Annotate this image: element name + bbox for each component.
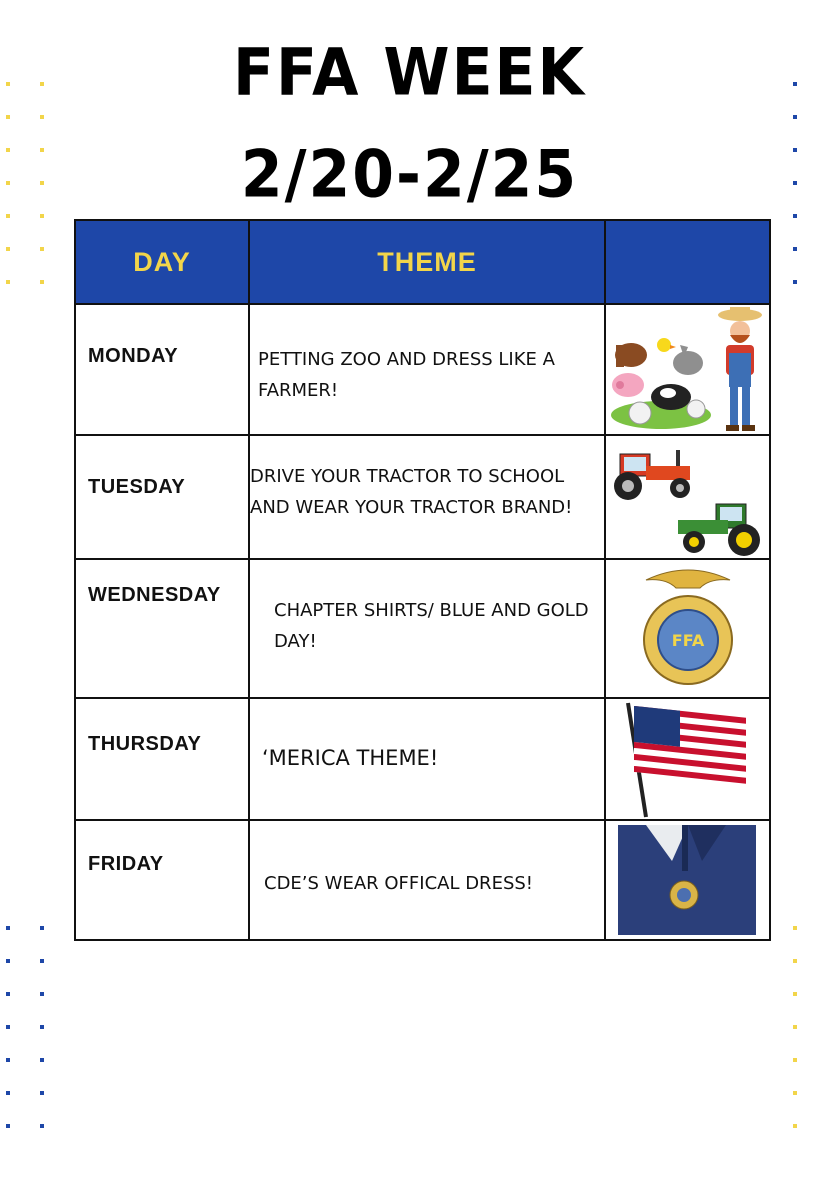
day-cell: WEDNESDAY bbox=[75, 559, 249, 698]
theme-cell bbox=[249, 435, 605, 559]
schedule-table bbox=[74, 219, 771, 941]
decor-dot bbox=[40, 1058, 44, 1062]
decor-dot bbox=[40, 280, 44, 284]
american-flag-icon bbox=[606, 699, 770, 820]
decor-dot bbox=[793, 214, 797, 218]
image-header bbox=[605, 220, 770, 304]
theme-text: CDE’S WEAR OFFICAL DRESS! bbox=[264, 872, 534, 894]
image-cell bbox=[605, 698, 770, 820]
decor-dot bbox=[6, 1058, 10, 1062]
decor-dot bbox=[793, 992, 797, 996]
decor-dot bbox=[793, 1058, 797, 1062]
table-row bbox=[75, 559, 770, 698]
decor-dot bbox=[40, 992, 44, 996]
day-cell: THURSDAY bbox=[75, 698, 249, 820]
decor-dot bbox=[6, 959, 10, 963]
decor-dot bbox=[793, 115, 797, 119]
day-cell: FRIDAY bbox=[75, 820, 249, 940]
page-title: FFA WEEK bbox=[232, 35, 587, 111]
day-cell: TUESDAY bbox=[75, 435, 249, 559]
decor-dot bbox=[793, 1124, 797, 1128]
table-row bbox=[75, 304, 770, 435]
day-header: DAY bbox=[75, 220, 249, 304]
theme-cell bbox=[249, 304, 605, 435]
ffa-emblem-icon bbox=[606, 560, 770, 698]
table-row bbox=[75, 698, 770, 820]
theme-text: PETTING ZOO AND DRESS LIKE A FARMER! bbox=[258, 348, 555, 401]
theme-text: ‘MERICA THEME! bbox=[262, 745, 439, 770]
decor-dot bbox=[40, 247, 44, 251]
decor-dot bbox=[40, 214, 44, 218]
tractors-icon bbox=[606, 436, 770, 559]
decor-dot bbox=[40, 1025, 44, 1029]
decor-dot bbox=[793, 1025, 797, 1029]
table-row bbox=[75, 820, 770, 940]
image-cell bbox=[605, 304, 770, 435]
decor-dot bbox=[793, 247, 797, 251]
image-cell bbox=[605, 559, 770, 698]
decor-dot bbox=[6, 247, 10, 251]
theme-header: THEME bbox=[249, 220, 605, 304]
theme-cell bbox=[249, 820, 605, 940]
decor-dot bbox=[6, 1025, 10, 1029]
decor-dot bbox=[793, 1091, 797, 1095]
decor-dot bbox=[6, 926, 10, 930]
decor-dot bbox=[40, 926, 44, 930]
decor-dot bbox=[6, 214, 10, 218]
decor-dot bbox=[40, 1124, 44, 1128]
theme-text: DRIVE YOUR TRACTOR TO SCHOOL AND WEAR YOUR TRACTOR BRAND! bbox=[250, 466, 573, 518]
dot-grid-bottom-right bbox=[793, 926, 803, 1136]
date-range: 2/20-2/25 bbox=[240, 137, 579, 213]
header-row bbox=[75, 220, 770, 304]
decor-dot bbox=[793, 959, 797, 963]
farm-animals-and-farmer-icon bbox=[606, 305, 770, 435]
image-cell bbox=[605, 435, 770, 559]
decor-dot bbox=[6, 280, 10, 284]
decor-dot bbox=[793, 926, 797, 930]
decor-dot bbox=[793, 280, 797, 284]
theme-cell bbox=[249, 698, 605, 820]
svg-text:FFA: FFA bbox=[671, 631, 705, 650]
theme-text: CHAPTER SHIRTS/ BLUE AND GOLD DAY! bbox=[274, 599, 589, 652]
table-row bbox=[75, 435, 770, 559]
decor-dot bbox=[40, 115, 44, 119]
decor-dot bbox=[6, 1091, 10, 1095]
decor-dot bbox=[6, 1124, 10, 1128]
theme-cell bbox=[249, 559, 605, 698]
ffa-jacket-icon bbox=[606, 821, 770, 940]
decor-dot bbox=[6, 115, 10, 119]
image-cell bbox=[605, 820, 770, 940]
dot-grid-bottom-left bbox=[6, 926, 46, 1136]
decor-dot bbox=[6, 992, 10, 996]
day-cell: MONDAY bbox=[75, 304, 249, 435]
decor-dot bbox=[40, 1091, 44, 1095]
decor-dot bbox=[40, 959, 44, 963]
